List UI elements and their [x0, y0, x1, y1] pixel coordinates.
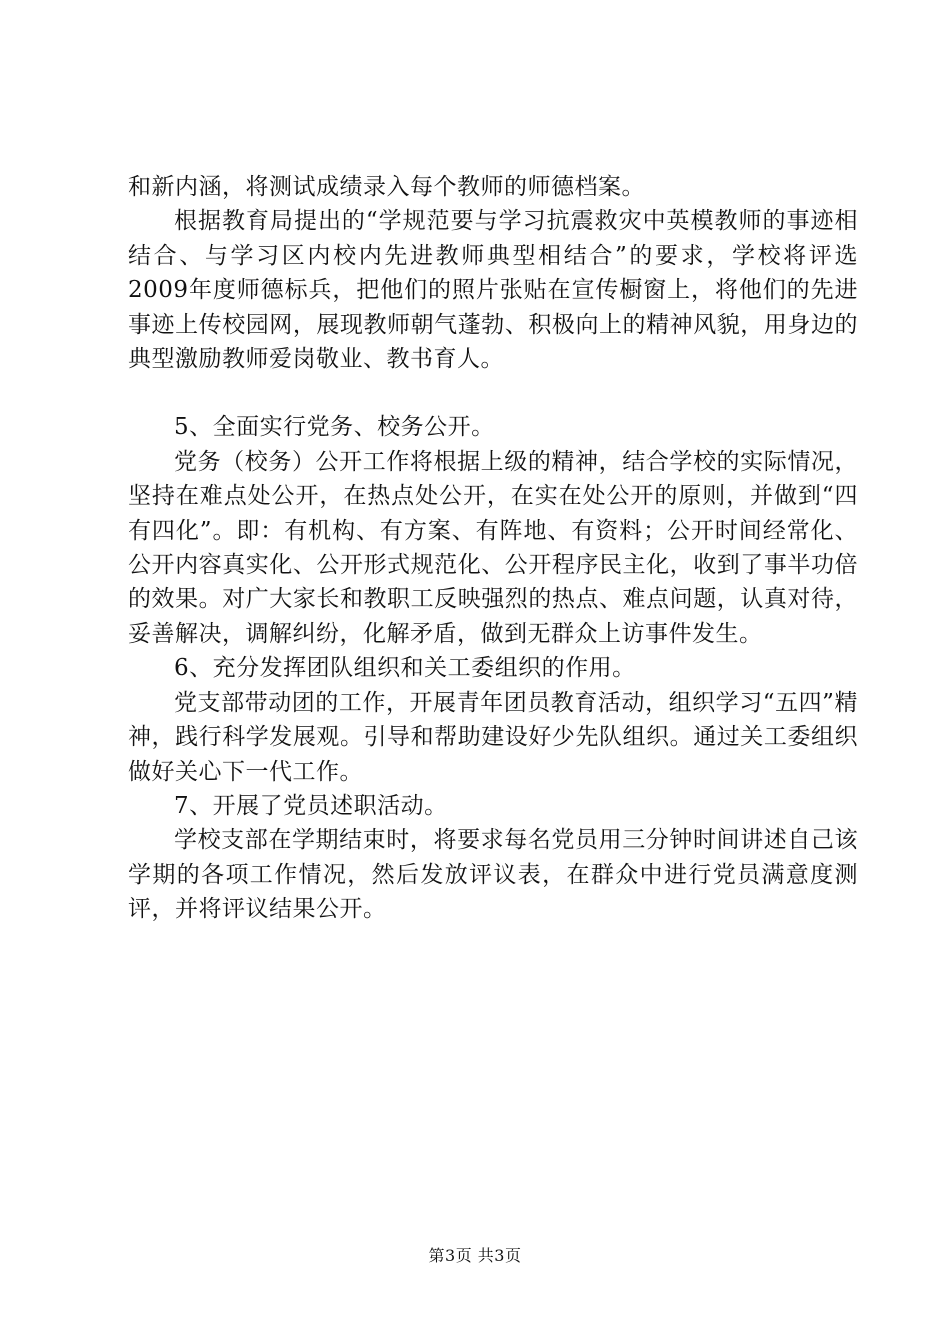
document-body [128, 170, 858, 927]
page-number-footer: 第3页 共3页 [428, 1246, 522, 1265]
paragraph-gap [128, 376, 858, 410]
paragraph-teacher-ethics-model: 根据教育局提出的“学规范要与学习抗震救灾中英模教师的事迹相结合、与学习区内校内先进教师典型相结合”的要求，学校将评选2009年度师德标兵，把他们的照片张贴在宣传橱窗上，将他们的先进事迹上传校园网，展现教师朝气蓬勃、积极向上的精神风貌，用身边的典型激励教师爱岗敬业、教书育人。 [128, 208, 858, 373]
section-heading-6: 6、充分发挥团队组织和关工委组织的作用。 [174, 655, 636, 682]
paragraph-party-affairs-openness: 党务（校务）公开工作将根据上级的精神，结合学校的实际情况，坚持在难点处公开，在热点处公开，在实在处公开的原则，并做到“四有四化”。即：有机构、有方案、有阵地、有资料；公开时间经常化、公开内容真实化、公开形式规范化、公开程序民主化，收到了事半功倍的效果。对广大家长和教职工反映强烈的热点、难点问题，认真对待，妥善解决，调解纠纷，化解矛盾，做到无群众上访事件发生。 [128, 448, 858, 647]
paragraph-party-member-report: 学校支部在学期结束时，将要求每名党员用三分钟时间讲述自己该学期的各项工作情况，然后发放评议表，在群众中进行党员满意度测评，并将评议结果公开。 [128, 827, 858, 923]
section-heading-5: 5、全面实行党务、校务公开。 [174, 414, 495, 441]
section-heading-7: 7、开展了党员述职活动。 [174, 792, 448, 819]
paragraph-continuation: 和新内涵，将测试成绩录入每个教师的师德档案。 [128, 174, 645, 200]
paragraph-youth-league-work: 党支部带动团的工作，开展青年团员教育活动，组织学习“五四”精神，践行科学发展观。引导和帮助建设好少先队组织。通过关工委组织做好关心下一代工作。 [128, 689, 858, 785]
